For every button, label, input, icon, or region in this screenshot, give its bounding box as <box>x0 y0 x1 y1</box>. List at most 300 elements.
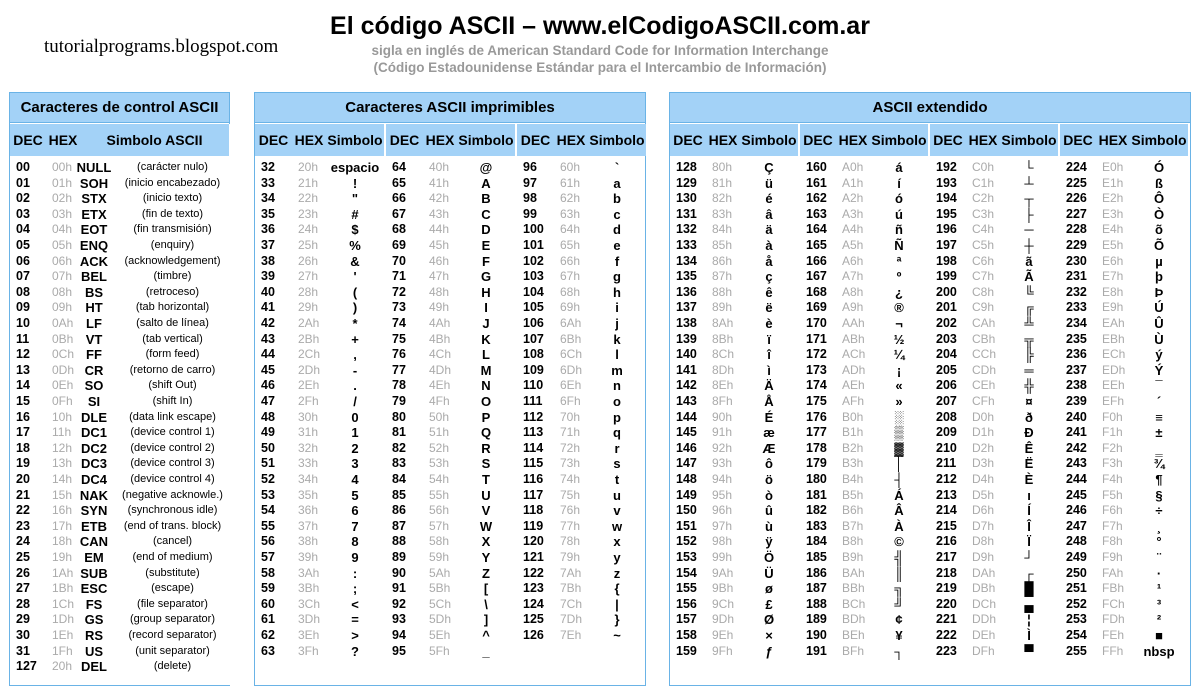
table-row <box>800 566 928 582</box>
dec-value: 177 <box>806 425 827 440</box>
hex-value: 97h <box>712 518 733 533</box>
symbol-value: ▀ <box>1024 643 1034 659</box>
table-row <box>386 628 515 644</box>
table-row <box>517 316 646 332</box>
table-row <box>670 378 798 394</box>
symbol-value: └ <box>1024 160 1034 175</box>
symbol-value: Ó <box>1153 160 1165 175</box>
symbol-value: ÷ <box>1155 503 1163 519</box>
dec-value: 48 <box>261 409 275 424</box>
dec-value: 192 <box>936 160 957 174</box>
table-row <box>517 441 646 457</box>
hex-value: B6h <box>842 503 864 518</box>
symbol-value: ì <box>767 362 771 378</box>
control-code: SYN <box>80 503 108 519</box>
hex-value: DFh <box>972 643 995 658</box>
control-code: FS <box>85 596 103 612</box>
symbol-value: ù <box>765 518 773 534</box>
hex-value: 44h <box>429 222 450 237</box>
dec-value: 26 <box>16 565 30 580</box>
column-header-dec: DEC <box>517 124 554 156</box>
dec-value: 247 <box>1066 518 1087 533</box>
dec-value: 172 <box>806 347 827 362</box>
table-row <box>1060 176 1188 192</box>
table-row <box>670 472 798 488</box>
extended-panel-title: ASCII extendido <box>670 93 1190 123</box>
dec-value: 251 <box>1066 581 1087 596</box>
dec-value: 35 <box>261 206 275 221</box>
symbol-value: Õ <box>1153 238 1165 253</box>
dec-value: 52 <box>261 472 275 486</box>
dec-value: 10 <box>16 316 30 330</box>
symbol-value: s <box>613 456 621 472</box>
control-description: (carácter nulo) <box>137 161 208 173</box>
hex-value: 23h <box>298 206 319 221</box>
hex-value: F2h <box>1102 440 1123 455</box>
hex-value: EDh <box>1102 362 1126 377</box>
table-row <box>800 519 928 535</box>
column-header-symbol: Simbolo ASCII <box>80 124 229 156</box>
hex-value: E5h <box>1102 238 1124 252</box>
dec-value: 142 <box>676 378 697 393</box>
symbol-value: « <box>895 378 903 394</box>
table-row <box>10 285 229 301</box>
symbol-value: ¿ <box>895 284 903 300</box>
hex-value: 57h <box>429 518 450 533</box>
symbol-value: â <box>765 206 773 222</box>
hex-value: 61h <box>560 175 581 190</box>
table-row <box>1060 566 1188 582</box>
dec-value: 227 <box>1066 206 1087 221</box>
hex-value: 67h <box>560 269 581 284</box>
symbol-value: ® <box>894 300 904 316</box>
symbol-value: ┼ <box>1024 238 1034 253</box>
dec-value: 253 <box>1066 612 1087 627</box>
hex-value: 56h <box>429 503 450 518</box>
control-description: (shift Out) <box>148 379 197 392</box>
hex-value: 1Bh <box>52 581 74 596</box>
dec-value: 127 <box>16 659 37 674</box>
table-row <box>930 363 1058 379</box>
dec-value: 31 <box>16 643 30 658</box>
hex-value: 27h <box>298 269 319 284</box>
table-row <box>930 176 1058 192</box>
column-header-symbol: Simbolo <box>1000 124 1058 156</box>
dec-value: 255 <box>1066 643 1087 658</box>
table-row <box>1060 456 1188 472</box>
table-row <box>255 519 384 535</box>
hex-value: E9h <box>1102 300 1124 315</box>
dec-value: 238 <box>1066 378 1087 393</box>
table-row <box>1060 332 1188 348</box>
table-row <box>386 410 515 426</box>
table-row <box>670 363 798 379</box>
symbol-value: Ü <box>764 565 774 581</box>
table-row <box>1060 191 1188 207</box>
table-row <box>386 394 515 410</box>
hex-value: 16h <box>52 503 73 518</box>
dec-value: 222 <box>936 628 957 642</box>
dec-value: 232 <box>1066 284 1087 299</box>
symbol-value: d <box>613 222 621 238</box>
symbol-value: 9 <box>351 550 359 565</box>
control-code: DC2 <box>80 440 107 456</box>
symbol-value: / <box>353 394 357 409</box>
hex-value: E2h <box>1102 191 1124 206</box>
dec-value: 50 <box>261 440 275 455</box>
table-row <box>386 581 515 597</box>
table-row <box>1060 472 1188 488</box>
dec-value: 215 <box>936 518 957 533</box>
dec-value: 85 <box>392 487 406 502</box>
dec-value: 189 <box>806 612 827 627</box>
table-row <box>517 472 646 488</box>
column-header-hex: HEX <box>1096 124 1130 156</box>
symbol-value: : <box>352 565 358 581</box>
hex-value: 9Dh <box>712 612 735 627</box>
control-description: (delete) <box>153 660 192 673</box>
symbol-value: ( <box>352 284 358 300</box>
hex-value: 9Ah <box>712 565 734 580</box>
dec-value: 175 <box>806 394 827 408</box>
dec-value: 61 <box>261 612 275 627</box>
hex-value: 8Dh <box>712 362 735 377</box>
symbol-value: Í <box>1027 503 1031 519</box>
table-row <box>800 254 928 270</box>
symbol-value: ╚ <box>1024 284 1034 300</box>
table-row <box>386 566 515 582</box>
control-description: (record separator) <box>128 629 217 641</box>
control-code: SO <box>84 378 104 394</box>
table-row <box>517 363 646 379</box>
table-row <box>930 534 1058 550</box>
table-row <box>1060 612 1188 628</box>
table-row <box>670 285 798 301</box>
symbol-value: D <box>481 222 491 238</box>
table-row <box>517 628 646 644</box>
dec-value: 60 <box>261 596 275 611</box>
control-description: (group separator) <box>130 613 215 626</box>
control-description: (negative acknowle.) <box>122 488 223 501</box>
table-row <box>670 503 798 519</box>
control-code: SUB <box>80 565 108 581</box>
table-row <box>800 176 928 192</box>
table-row <box>386 612 515 628</box>
table-row <box>10 566 229 582</box>
symbol-value: 4 <box>351 472 359 487</box>
symbol-value: ë <box>765 300 773 316</box>
control-code: HT <box>85 300 103 316</box>
control-description: (inicio texto) <box>142 192 203 205</box>
dec-value: 155 <box>676 581 697 596</box>
symbol-value: ¤ <box>1025 394 1033 409</box>
hex-value: 59h <box>429 550 450 564</box>
table-row <box>255 410 384 426</box>
dec-value: 13 <box>16 362 30 377</box>
table-row <box>517 519 646 535</box>
symbol-value: S <box>481 456 491 472</box>
column-header-dec: DEC <box>386 124 423 156</box>
table-row <box>10 612 229 628</box>
dec-value: 73 <box>392 300 406 315</box>
hex-value: 5Ah <box>429 565 451 580</box>
symbol-value: 8 <box>351 534 359 550</box>
dec-value: 218 <box>936 565 957 580</box>
hex-value: 87h <box>712 269 733 284</box>
symbol-value: < <box>351 596 359 612</box>
symbol-value: ú <box>895 206 903 222</box>
hex-value: F6h <box>1102 503 1123 518</box>
table-row <box>930 628 1058 644</box>
table-row <box>1060 425 1188 441</box>
hex-value: 07h <box>52 269 73 284</box>
symbol-value: ╗ <box>894 581 904 597</box>
hex-value: 05h <box>52 238 73 252</box>
hex-value: 69h <box>560 300 581 315</box>
hex-value: F0h <box>1102 409 1123 424</box>
dec-value: 120 <box>523 534 544 549</box>
dec-value: 38 <box>261 253 275 268</box>
symbol-value: G <box>480 269 492 285</box>
symbol-value: 3 <box>351 456 359 472</box>
symbol-value: ! <box>352 175 358 191</box>
symbol-value: r <box>614 440 620 456</box>
table-row <box>800 441 928 457</box>
table-row <box>386 425 515 441</box>
dec-value: 140 <box>676 347 697 362</box>
hex-value: 6Bh <box>560 331 582 346</box>
table-row <box>930 300 1058 316</box>
symbol-value: ┐ <box>894 643 904 659</box>
dec-value: 220 <box>936 596 957 611</box>
symbol-value: § <box>1155 487 1163 503</box>
dec-value: 234 <box>1066 316 1087 330</box>
control-code: BEL <box>81 269 107 285</box>
symbol-value: ä <box>765 222 773 238</box>
table-row <box>930 238 1058 254</box>
table-row <box>930 597 1058 613</box>
hex-value: 96h <box>712 503 733 518</box>
dec-value: 184 <box>806 534 827 549</box>
hex-value: 06h <box>52 253 73 268</box>
dec-value: 117 <box>523 487 544 502</box>
table-row <box>255 628 384 644</box>
dec-value: 225 <box>1066 175 1087 190</box>
table-row <box>800 316 928 332</box>
dec-value: 250 <box>1066 565 1087 580</box>
table-row <box>670 581 798 597</box>
table-row <box>10 160 229 176</box>
hex-value: 0Fh <box>52 394 73 408</box>
dec-value: 15 <box>16 394 30 408</box>
table-row <box>1060 347 1188 363</box>
symbol-value: ° <box>1156 534 1162 550</box>
symbol-value: ┬ <box>1024 191 1034 207</box>
table-row <box>1060 300 1188 316</box>
hex-value: AFh <box>842 394 865 408</box>
symbol-value: n <box>613 378 621 394</box>
hex-value: 81h <box>712 175 733 190</box>
dec-value: 80 <box>392 409 406 424</box>
table-row <box>517 347 646 363</box>
hex-value: ACh <box>842 347 866 362</box>
table-row <box>670 410 798 426</box>
hex-value: 91h <box>712 425 733 440</box>
table-row <box>10 410 229 426</box>
hex-value: 0Eh <box>52 378 74 393</box>
table-row <box>800 222 928 238</box>
control-description: (device control 3) <box>130 457 215 470</box>
symbol-value: ² <box>1156 612 1162 628</box>
table-row <box>930 581 1058 597</box>
dec-value: 107 <box>523 331 544 346</box>
dec-value: 159 <box>676 643 697 658</box>
hex-value: 32h <box>298 440 319 455</box>
hex-value: 3Ah <box>298 565 320 580</box>
symbol-value: E <box>481 238 491 253</box>
table-row <box>930 566 1058 582</box>
dec-value: 131 <box>676 206 697 221</box>
hex-value: C4h <box>972 222 995 237</box>
hex-value: 62h <box>560 191 581 206</box>
dec-value: 118 <box>523 503 544 518</box>
table-row <box>670 254 798 270</box>
table-row <box>1060 254 1188 270</box>
hex-value: 82h <box>712 191 733 206</box>
hex-value: D5h <box>972 487 995 502</box>
hex-value: 64h <box>560 222 581 237</box>
dec-value: 79 <box>392 394 406 408</box>
dec-value: 53 <box>261 487 275 502</box>
table-row <box>670 238 798 254</box>
hex-value: FCh <box>1102 596 1125 611</box>
symbol-value: Ì <box>1027 628 1031 643</box>
hex-value: D9h <box>972 550 995 564</box>
symbol-value: á <box>895 160 903 175</box>
dec-value: 69 <box>392 238 406 252</box>
hex-value: C0h <box>972 160 995 174</box>
hex-value: 78h <box>560 534 581 549</box>
symbol-value: î <box>767 347 771 363</box>
table-row <box>10 503 229 519</box>
table-row <box>670 519 798 535</box>
dec-value: 70 <box>392 253 406 268</box>
table-row <box>930 347 1058 363</box>
table-row <box>1060 222 1188 238</box>
symbol-value: ¼ <box>893 347 905 363</box>
table-row <box>386 441 515 457</box>
symbol-value: g <box>613 269 621 285</box>
column-divider <box>1188 124 1190 685</box>
dec-value: 133 <box>676 238 697 252</box>
hex-value: 94h <box>712 472 733 486</box>
table-row <box>1060 519 1188 535</box>
dec-value: 161 <box>806 175 827 190</box>
hex-value: DAh <box>972 565 996 580</box>
table-row <box>930 612 1058 628</box>
dec-value: 200 <box>936 284 957 299</box>
symbol-value: Ú <box>1154 300 1164 316</box>
dec-value: 176 <box>806 409 827 424</box>
dec-value: 196 <box>936 222 957 237</box>
table-row <box>255 644 384 660</box>
symbol-value: W <box>479 518 493 534</box>
hex-value: D8h <box>972 534 995 549</box>
table-row <box>800 472 928 488</box>
subtitle-spanish: (Código Estadounidense Estándar para el Intercambio de Información) <box>373 60 827 75</box>
control-code: NULL <box>76 160 112 175</box>
table-row <box>255 363 384 379</box>
hex-value: 6Eh <box>560 378 582 393</box>
dec-value: 145 <box>676 425 697 440</box>
symbol-value: ò <box>765 487 773 503</box>
symbol-value: Ø <box>763 612 775 628</box>
symbol-value: ■ <box>1155 628 1163 643</box>
control-description: (device control 4) <box>130 473 215 485</box>
table-row <box>386 285 515 301</box>
hex-value: 75h <box>560 487 581 502</box>
table-row <box>930 441 1058 457</box>
dec-value: 123 <box>523 581 544 596</box>
dec-value: 143 <box>676 394 697 408</box>
table-row <box>1060 316 1188 332</box>
hex-value: E8h <box>1102 284 1124 299</box>
table-row <box>517 254 646 270</box>
control-description: (shift In) <box>152 395 193 407</box>
dec-value: 25 <box>16 550 30 564</box>
hex-value: B2h <box>842 440 864 455</box>
dec-value: 130 <box>676 191 697 206</box>
hex-value: 0Ch <box>52 347 75 362</box>
symbol-value: ) <box>352 300 358 316</box>
table-row <box>386 519 515 535</box>
control-code: EOT <box>80 222 108 238</box>
hex-value: 30h <box>298 409 319 424</box>
symbol-value: ã <box>1025 253 1033 269</box>
hex-value: 38h <box>298 534 319 549</box>
table-row <box>1060 160 1188 176</box>
hex-value: B9h <box>842 550 864 564</box>
symbol-value: F <box>482 253 490 269</box>
table-row <box>670 191 798 207</box>
hex-value: 10h <box>52 409 73 424</box>
table-row <box>517 300 646 316</box>
control-description: (unit separator) <box>135 644 210 657</box>
symbol-value: ¨ <box>1156 550 1162 565</box>
control-code: EM <box>84 550 104 565</box>
hex-value: 11h <box>52 425 72 440</box>
table-row <box>255 597 384 613</box>
table-row <box>930 378 1058 394</box>
dec-value: 168 <box>806 284 827 299</box>
table-row <box>255 160 384 176</box>
hex-value: 85h <box>712 238 733 252</box>
control-code: GS <box>84 612 104 628</box>
symbol-value: ¥ <box>895 628 903 643</box>
hex-value: 6Dh <box>560 362 583 377</box>
dec-value: 32 <box>261 160 275 174</box>
control-description: (acknowledgement) <box>124 254 221 267</box>
symbol-value: ü <box>765 175 773 191</box>
dec-value: 54 <box>261 503 275 518</box>
dec-value: 153 <box>676 550 697 564</box>
symbol-value: T <box>482 472 490 487</box>
symbol-value: U <box>481 487 491 503</box>
dec-value: 03 <box>16 206 30 221</box>
symbol-value: ó <box>895 191 903 207</box>
hex-value: 22h <box>298 191 319 206</box>
symbol-value: ø <box>765 581 773 597</box>
